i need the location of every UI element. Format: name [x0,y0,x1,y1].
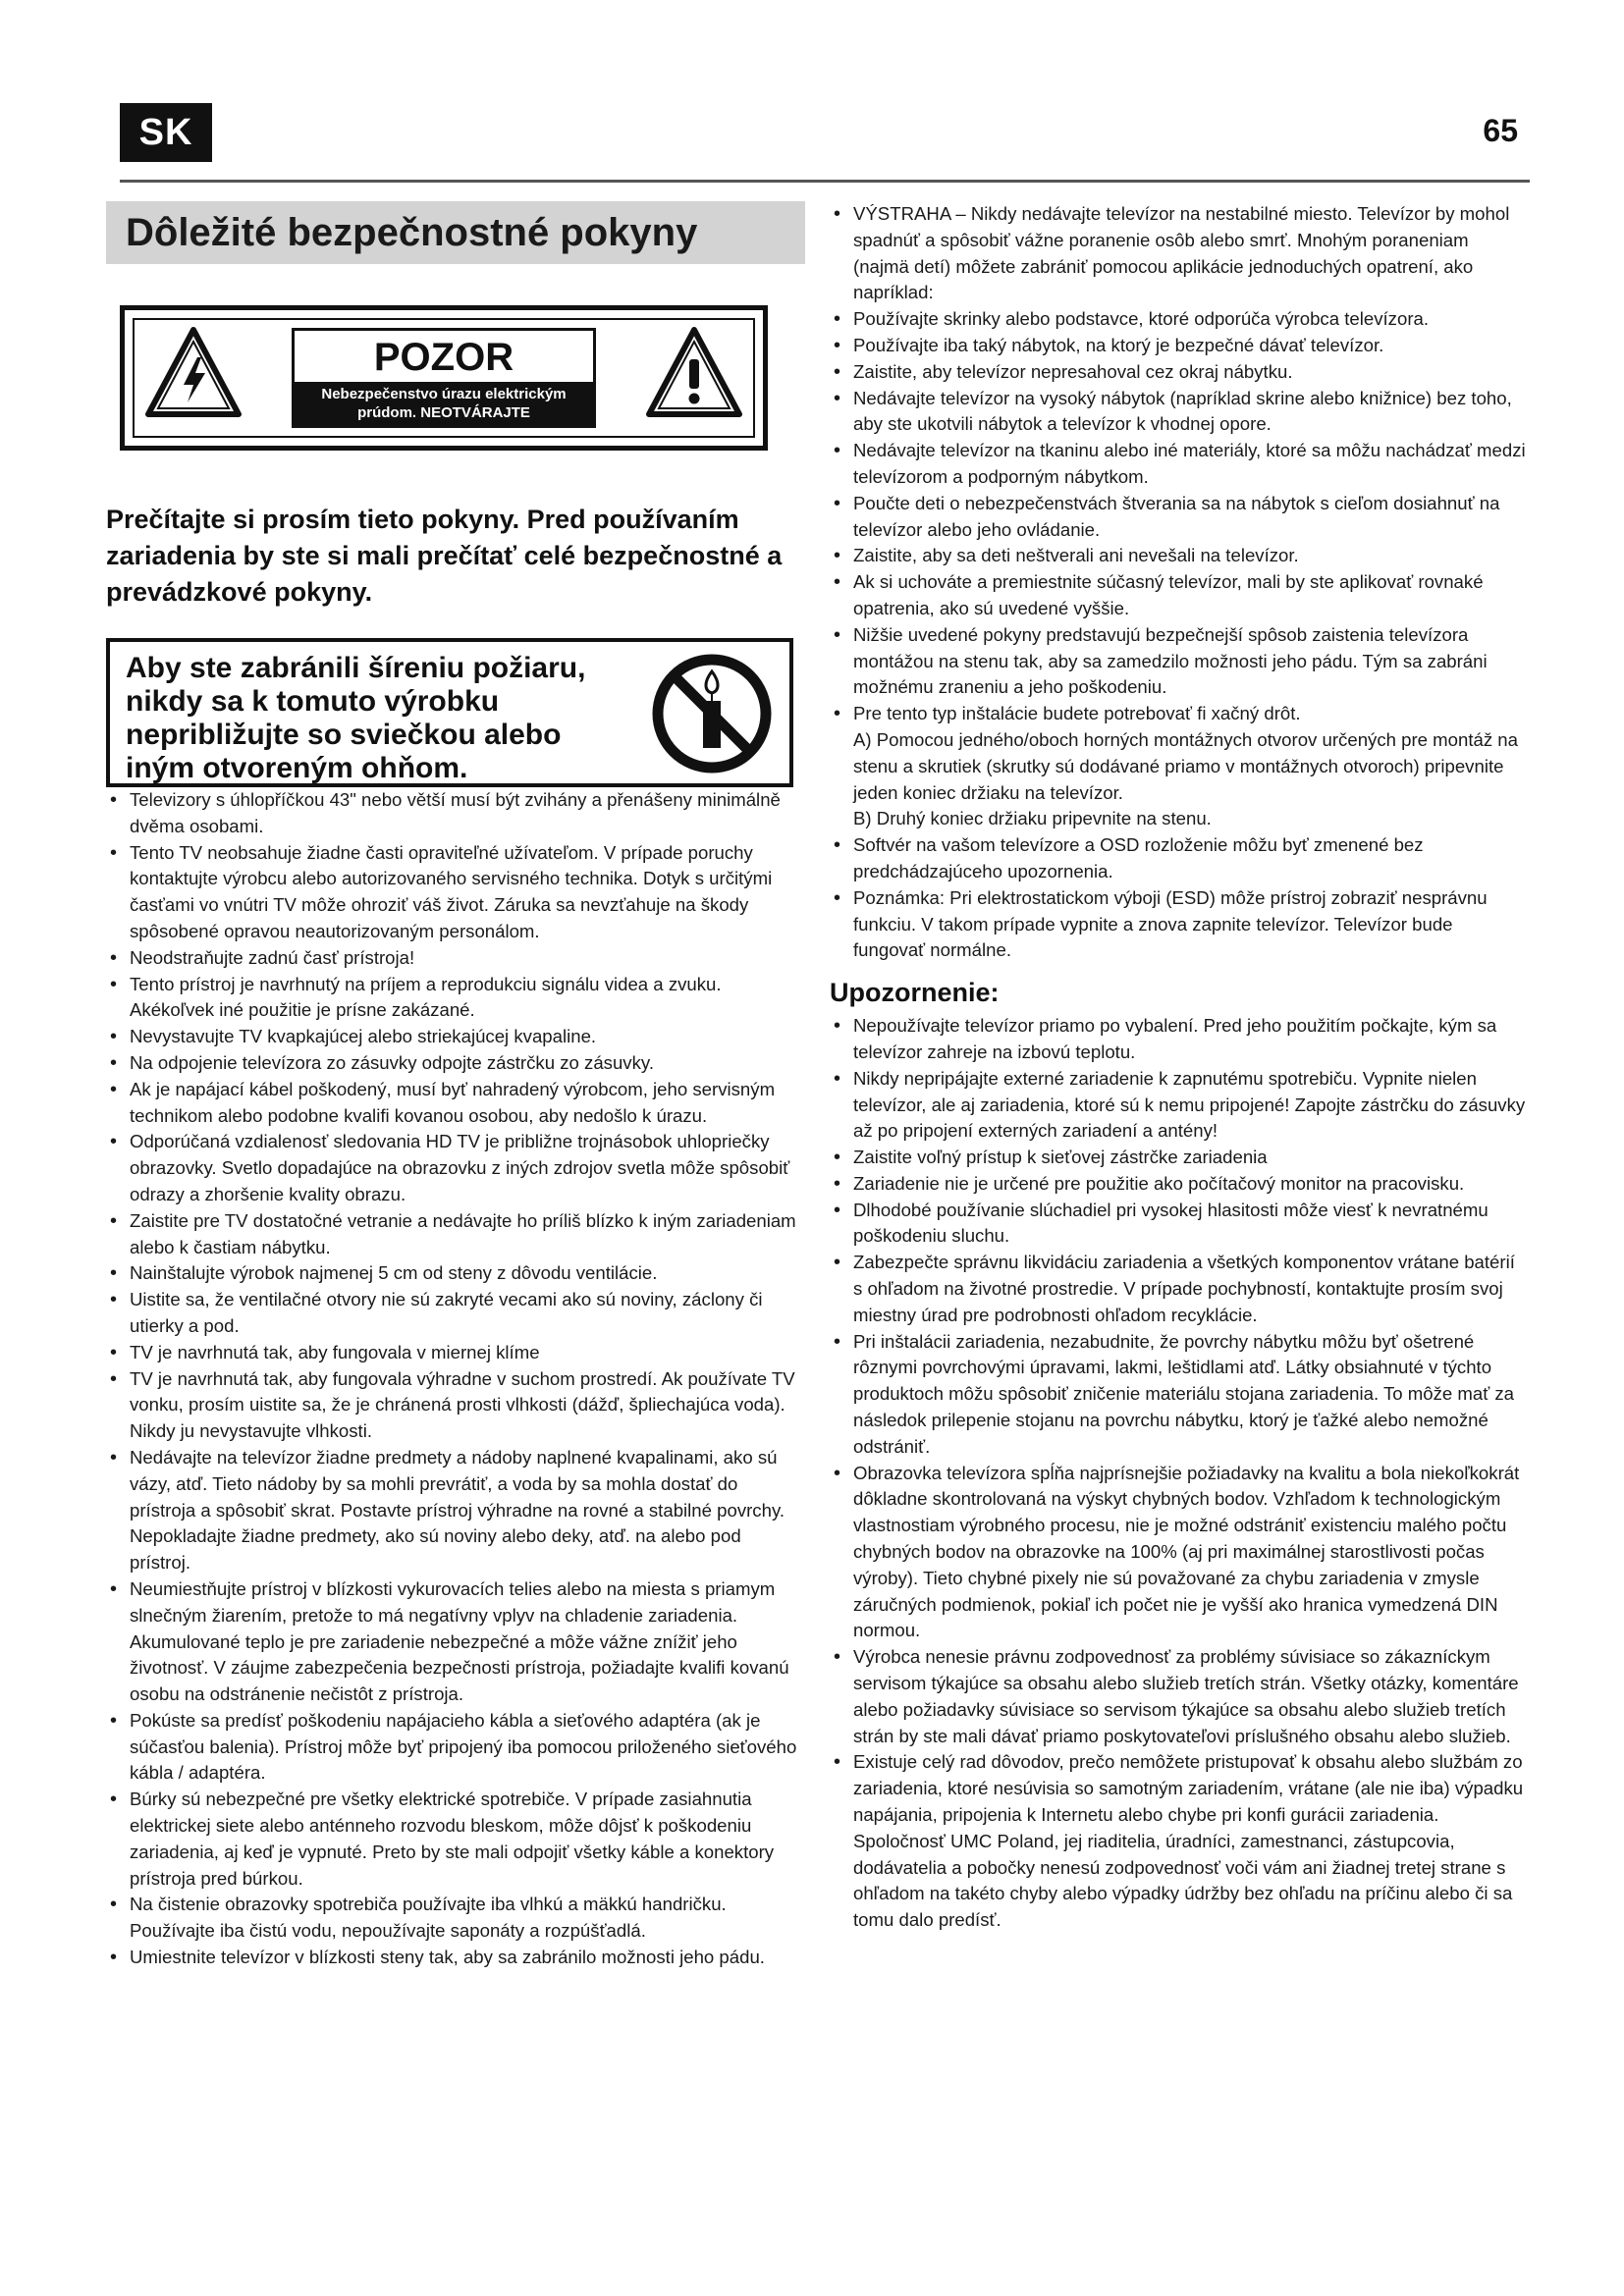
list-item: • Pri inštalácii zariadenia, nezabudnite, že povrchy nábytku môžu byť ošetrené rôznymi povrchovými úpravami, lakmi, leštidlami atď. Látky obsiahnuté v týchto produktoch môžu spôsobiť zničenie materiálu stojana zariadenia. To môže mať za následok prilepenie stojanu na povrchu nábytku, ktorý je ťažké alebo nemožné odstrániť. [830,1329,1529,1461]
wall-mount-step-a: A) Pomocou jedného/oboch horných montážnych otvorov určených pre montáž na stenu a skrutiek (skrutky sú dodávané priamo v montážnych otvoroch) pripevnite jeden koniec držiaku na televízor. [853,728,1518,803]
pozor-subtitle [295,382,593,425]
list-item: • Zaistite, aby sa deti neštverali ani nevešali na televízor. [830,543,1529,569]
list-item: • Odporúčaná vzdialenosť sledovania HD TV je približne trojnásobok uhlopriečky obrazovky. Svetlo dopadajúce na obrazovku z iných zdrojov svetla môže spôsobiť odrazy a zhoršenie kvality obrazu. [106,1129,805,1207]
list-item: • Poučte deti o nebezpečenstvách štverania sa na nábytok s cieľom dosiahnuť na televízor alebo jeho ovládanie. [830,491,1529,544]
intro-text: Prečítajte si prosím tieto pokyny. Pred používaním zariadenia by ste si mali prečítať celé bezpečnostné a prevádzkové pokyny. [106,505,783,607]
list-item: • Poznámka: Pri elektrostatickom výboji (ESD) môže prístroj zobraziť nesprávnu funkciu. V takom prípade vypnite a znova zapnite televízor. Televízor bude fungovať normálne. [830,885,1529,964]
list-item: • Zariadenie nie je určené pre použitie ako počítačový monitor na pracovisku. [830,1171,1529,1198]
list-item: • Dlhodobé používanie slúchadiel pri vysokej hlasitosti môže viesť k nevratnému poškodeniu sluchu. [830,1198,1529,1251]
no-candle-icon [652,654,772,774]
notice-list [830,1013,1529,1934]
list-item: • Nedávajte televízor na vysoký nábytok (napríklad skrine alebo knižnice) bez toho, aby ste ukotvili nábytok a televízor k vhodnej opore. [830,386,1529,439]
list-item: • Obrazovka televízora spĺňa najprísnejšie požiadavky na kvalitu a bola niekoľkokrát dôkladne skontrolovaná na výskyt chybných bodov. Vzhľadom k technologickým vlastnostiam výrobného procesu, nie je možné odstrániť existenciu malého počtu chybných bodov na obrazovke na 100% (aj pri maximálnej starostlivosti počas výroby). Tieto chybné pixely nie sú považované za chybu zariadenia v zmysle záručných podmienok, pokiaľ ich počet nie je vyšší ako hranica vymedzená DIN normou. [830,1461,1529,1645]
list-item: • Na odpojenie televízora zo zásuvky odpojte zástrčku zo zásuvky. [106,1050,805,1077]
list-item: • Existuje celý rad dôvodov, prečo nemôžete pristupovať k obsahu alebo službám zo zariadenia, ktoré nesúvisia so samotným zariadením, vrátane (ale nie iba) výpadku napájania, pripojenia k Internetu alebo chybe pri konfi gurácii zariadenia. Spoločnosť UMC Poland, jej riaditelia, úradníci, zamestnanci, zástupcovia, dodávatelia a pobočky nenesú zodpovednosť voči vám ani žiadnej tretej strane s ohľadom na takéto chyby alebo výpadky údržby bez ohľadu na príčinu alebo či sa tomu dalo predísť. [830,1749,1529,1934]
lightning-triangle-icon [144,324,243,422]
pozor-subtitle-line1: Nebezpečenstvo úrazu elektrickým [321,386,567,402]
wall-mount-step-b: B) Druhý koniec držiaku pripevnite na stenu. [853,808,1212,829]
software-note-list [830,832,1529,964]
list-item: • Uistite sa, že ventilačné otvory nie sú zakryté vecami ako sú noviny, záclony či utierky a pod. [106,1287,805,1340]
caution-label [120,305,768,451]
list-item: • Ak si uchováte a premiestnite súčasný televízor, mali by ste aplikovať rovnaké opatrenia, ako sú uvedené vyššie. [830,569,1529,622]
list-item: • Nedávajte televízor na tkaninu alebo iné materiály, ktoré sa môžu nachádzať medzi televízorom a podporným nábytkom. [830,438,1529,491]
list-item: • Televizory s úhlopříčkou 43" nebo větší musí být zvihány a přenášeny minimálně dvěma osobami. [106,787,805,840]
notice-heading: Upozornenie: [830,978,1000,1008]
exclamation-triangle-icon [645,324,743,422]
list-item: • Nedávajte na televízor žiadne predmety a nádoby naplnené kvapalinami, ako sú vázy, atď. Tieto nádoby by sa mohli prevrátiť, a voda by sa mohla dostať do prístroja a spôsobiť skrat. Postavte prístroj výhradne na rovné a stabilné povrchy. Nepokladajte žiadne predmety, ako sú noviny alebo deky, atď. na alebo pod prístroj. [106,1445,805,1576]
header-divider [120,180,1530,183]
list-item: • Softvér na vašom televízore a OSD rozloženie môžu byť zmenené bez predchádzajúceho upozornenia. [830,832,1529,885]
list-item: • Nepoužívajte televízor priamo po vybalení. Pred jeho použitím počkajte, kým sa televízor zahreje na izbovú teplotu. [830,1013,1529,1066]
list-item: • Pokúste sa predísť poškodeniu napájacieho kábla a sieťového adaptéra (ak je súčasťou balenia). Prístroj môže byť pripojený iba pomocou priloženého sieťového kábla / adaptéra. [106,1708,805,1787]
language-badge: SK [120,103,212,162]
list-item: • VÝSTRAHA – Nikdy nedávajte televízor na nestabilné miesto. Televízor by mohol spadnúť a spôsobiť vážne poranenie osôb alebo smrť. Mnohým poraneniam (najmä detí) môžete zabrániť pomocou aplikácie jednoduchých opatrení, ako napríklad: [830,201,1529,306]
list-item: • TV je navrhnutá tak, aby fungovala v miernej klíme [106,1340,805,1366]
list-item: • Tento TV neobsahuje žiadne časti opraviteľné užívateľom. V prípade poruchy kontaktujte výrobcu alebo autorizovaného servisného technika. Dotyk s určitými časťami vo vnútri TV môže ohroziť váš život. Záruka sa nevzťahuje na škody spôsobené opravou neautorizovaným personálom. [106,840,805,945]
stability-list [830,201,1529,727]
pozor-panel [292,328,596,428]
list-item: • Nevystavujte TV kvapkajúcej alebo striekajúcej kvapaline. [106,1024,805,1050]
list-item: • Umiestnite televízor v blízkosti steny tak, aby sa zabránilo možnosti jeho pádu. [106,1945,805,1971]
safety-list [106,787,805,1971]
list-item: • Neodstraňujte zadnú časť prístroja! [106,945,805,972]
page-number: 65 [1483,113,1518,148]
list-item: • Zabezpečte správnu likvidáciu zariadenia a všetkých komponentov vrátane batérií s ohľadom na životné prostredie. V prípade pochybností, kontaktujte prosím svoj miestny úrad pre podrobnosti ohľadom recyklácie. [830,1250,1529,1328]
list-item: • Zaistite pre TV dostatočné vetranie a nedávajte ho príliš blízko k iným zariadeniam alebo k častiam nábytku. [106,1208,805,1261]
fire-warning-text: Aby ste zabránili šíreniu požiaru, nikdy sa k tomuto výrobku nepribližujte so sviečkou alebo iným otvoreným ohňom. [126,652,586,784]
list-item: • Nižšie uvedené pokyny predstavujú bezpečnejší spôsob zaistenia televízora montážou na stenu tak, aby sa zamedzilo možnosti jeho pádu. Tým sa zabráni možnému zraneniu a jeho poškodeniu. [830,622,1529,701]
list-item: • Zaistite, aby televízor nepresahoval cez okraj nábytku. [830,359,1529,386]
left-column [106,201,805,1971]
list-item: • Na čistenie obrazovky spotrebiča používajte iba vlhkú a mäkkú handričku. Používajte iba čistú vodu, nepoužívajte saponáty a rozpúšťadlá. [106,1892,805,1945]
list-item: • Búrky sú nebezpečné pre všetky elektrické spotrebiče. V prípade zasiahnutia elektrickej siete alebo anténneho rozvodu bleskom, môže dôjsť k poškodeniu zariadenia, aj keď je vypnuté. Preto by ste mali odpojiť všetky káble a konektory prístroja pred búrkou. [106,1787,805,1892]
page-title: Dôležité bezpečnostné pokyny [106,201,805,264]
right-column [830,201,1529,1934]
list-item: • Ak je napájací kábel poškodený, musí byť nahradený výrobcom, jeho servisným technikom alebo podobne kvalifi kovanou osobou, aby nedošlo k úrazu. [106,1077,805,1130]
fire-warning-box [106,638,793,787]
list-item: • Zaistite voľný prístup k sieťovej zástrčke zariadenia [830,1145,1529,1171]
list-item: • Pre tento typ inštalácie budete potrebovať fi xačný drôt. [830,701,1529,727]
list-item: • Nainštalujte výrobok najmenej 5 cm od steny z dôvodu ventilácie. [106,1260,805,1287]
list-item: • Používajte skrinky alebo podstavce, ktoré odporúča výrobca televízora. [830,306,1529,333]
list-item: • Nikdy nepripájajte externé zariadenie k zapnutému spotrebiču. Vypnite nielen televízor, ale aj zariadenia, ktoré sú k nemu pripojené! Zapojte zástrčku do zásuvky až po pripojení externých zariadení a antény! [830,1066,1529,1145]
pozor-title: POZOR [373,336,514,379]
list-item: • TV je navrhnutá tak, aby fungovala výhradne v suchom prostredí. Ak používate TV vonku, prosím uistite sa, že je chránená prosti vlhkosti (dážď, špliechajúca voda). Nikdy ju nevystavujte vlhkosti. [106,1366,805,1445]
list-item: • Neumiestňujte prístroj v blízkosti vykurovacích telies alebo na miesta s priamym slnečným žiarením, pretože to má negatívny vplyv na chladenie zariadenia. Akumulované teplo je pre zariadenie nebezpečné a môže vážne znížiť jeho životnosť. V záujme zabezpečenia bezpečnosti prístroja, požiadajte kvalifi kovanú osobu na odstránenie nečistôt z prístroja. [106,1576,805,1708]
list-item: • Tento prístroj je navrhnutý na príjem a reprodukciu signálu videa a zvuku. Akékoľvek iné použitie je prísne zakázané. [106,972,805,1025]
list-item: • Používajte iba taký nábytok, na ktorý je bezpečné dávať televízor. [830,333,1529,359]
pozor-subtitle-line2: prúdom. NEOTVÁRAJTE [357,404,530,421]
list-item: • Výrobca nenesie právnu zodpovednosť za problémy súvisiace so zákazníckym servisom týkajúce sa obsahu alebo služieb tretích strán. Všetky otázky, komentáre alebo požiadavky súvisiace so servisom týkajúce sa obsahu alebo služieb tretích strán by ste mali dávať priamo poskytovateľovi príslušného obsahu alebo služieb. [830,1644,1529,1749]
